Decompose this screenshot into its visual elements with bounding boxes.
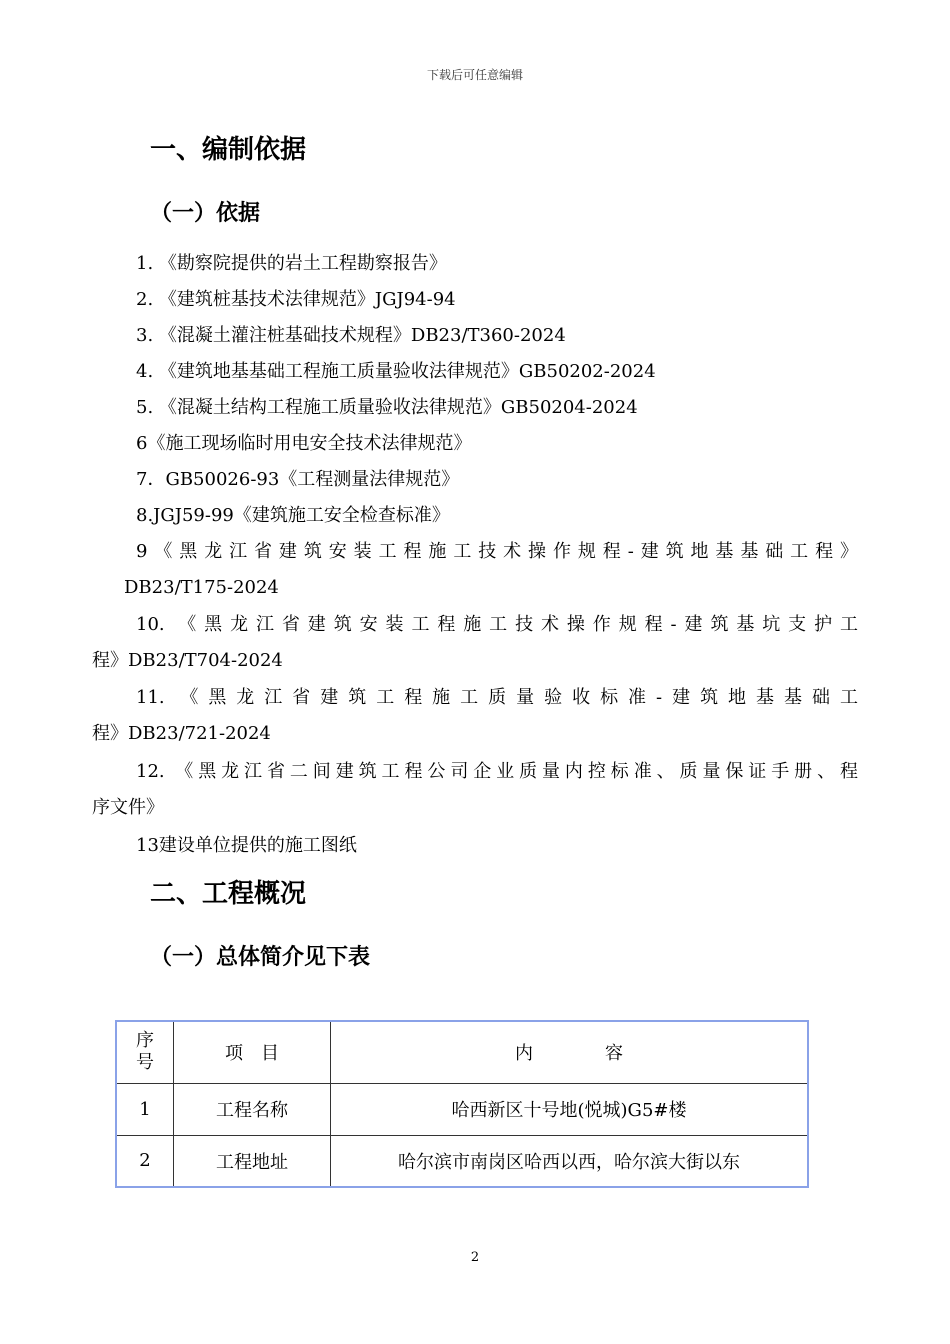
table-row bbox=[116, 1083, 808, 1135]
cell-content: 哈尔滨市南岗区哈西以西，哈尔滨大街以东 bbox=[331, 1135, 809, 1187]
reference-item: 12. 《黑龙江省二间建筑工程公司企业质量内控标准、质量保证手册、程 序文件》 bbox=[92, 761, 858, 818]
cell-index: 1 bbox=[116, 1083, 174, 1135]
header-note: 下载后可任意编辑 bbox=[426, 68, 523, 82]
header-index-label: 序号 bbox=[136, 1030, 154, 1074]
header-cell-content: 内 容 bbox=[331, 1021, 809, 1083]
reference-item: 3. 《混凝土灌注桩基础技术规程》DB23/T360-2024 bbox=[136, 325, 566, 346]
section2-title: 二、工程概况 bbox=[150, 879, 307, 909]
table-row bbox=[116, 1135, 808, 1187]
reference-item: 4. 《建筑地基基础工程施工质量验收法律规范》GB50202-2024 bbox=[136, 361, 656, 382]
overview-table bbox=[115, 1020, 809, 1188]
reference-item: 10. 《黑龙江省建筑安装工程施工技术操作规程-建筑基坑支护工 程》DB23/T704-2024 bbox=[92, 614, 858, 671]
reference-item: 6《施工现场临时用电安全技术法律规范》 bbox=[136, 433, 472, 454]
reference-item: 5. 《混凝土结构工程施工质量验收法律规范》GB50204-2024 bbox=[136, 397, 638, 418]
reference-item: 2. 《建筑桩基技术法律规范》JGJ94-94 bbox=[136, 289, 456, 310]
reference-item: 7．GB50026-93《工程测量法律规范》 bbox=[136, 469, 460, 490]
reference-item: 1. 《勘察院提供的岩土工程勘察报告》 bbox=[136, 253, 447, 274]
header-cell-index bbox=[116, 1021, 174, 1083]
table-header-row bbox=[116, 1021, 808, 1083]
cell-item: 工程地址 bbox=[174, 1135, 331, 1187]
cell-index: 2 bbox=[116, 1135, 174, 1187]
page-number: 2 bbox=[470, 1250, 480, 1265]
cell-item: 工程名称 bbox=[174, 1083, 331, 1135]
cell-content: 哈西新区十号地(悦城)G5#楼 bbox=[331, 1083, 809, 1135]
section2-subtitle: （一）总体简介见下表 bbox=[150, 945, 371, 970]
section1-title: 一、编制依据 bbox=[150, 135, 307, 165]
reference-item: 13建设单位提供的施工图纸 bbox=[136, 835, 357, 856]
header-cell-item: 项 目 bbox=[174, 1021, 331, 1083]
reference-item: 9《黑龙江省建筑安装工程施工技术操作规程-建筑地基基础工程》 DB23/T175-2024 bbox=[124, 541, 858, 598]
section1-subtitle: （一）依据 bbox=[150, 201, 261, 226]
reference-item: 11. 《黑龙江省建筑工程施工质量验收标准-建筑地基基础工 程》DB23/721-2024 bbox=[92, 687, 858, 744]
reference-item: 8.JGJ59-99《建筑施工安全检查标准》 bbox=[136, 505, 450, 526]
